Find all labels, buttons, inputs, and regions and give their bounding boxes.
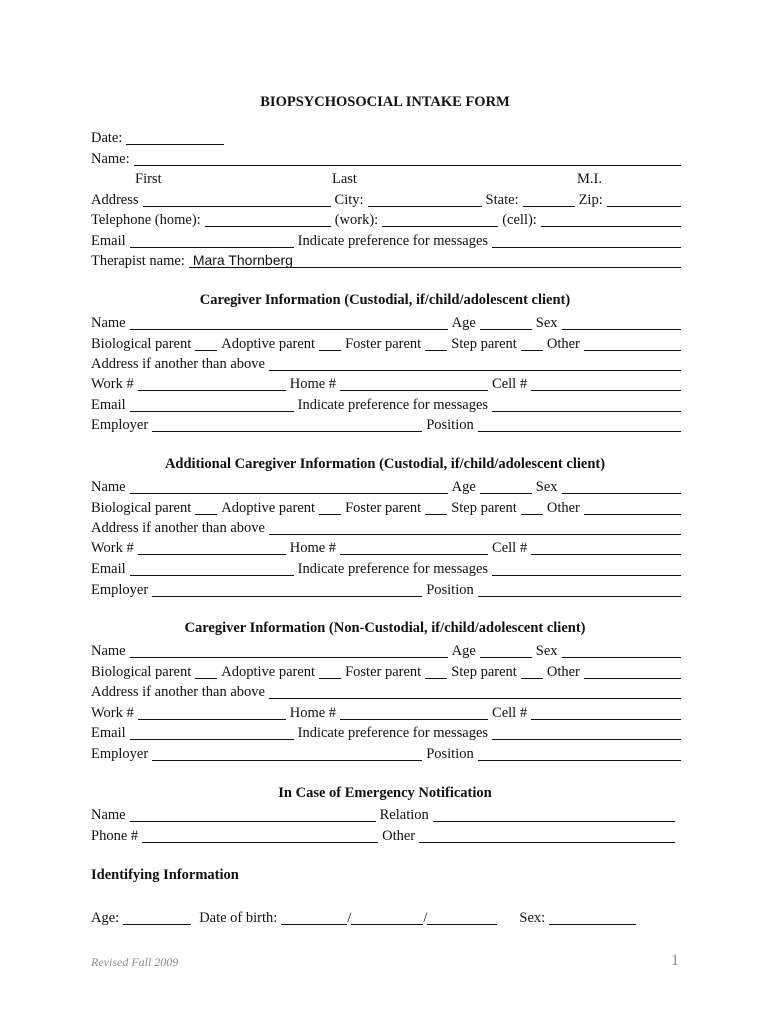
emergency-name-row [91, 804, 675, 824]
cg3-cell-field[interactable] [531, 704, 681, 720]
dob-separator-2: / [423, 910, 428, 926]
address-label: Address [91, 192, 139, 208]
emergency-title: In Case of Emergency Notification [278, 785, 492, 801]
emergency-phone-label: Phone # [91, 828, 139, 844]
pref-field[interactable] [492, 232, 681, 248]
cg3-adoptive-field[interactable] [319, 663, 341, 679]
cg3-work-label: Work # [91, 705, 134, 721]
name-field[interactable] [134, 150, 681, 166]
dob-day-field[interactable] [351, 909, 423, 925]
cg2-sex-label: Sex [535, 479, 558, 495]
cg2-foster-label: Foster parent [345, 500, 422, 516]
city-field[interactable] [368, 191, 482, 207]
cg1-relation-row [91, 333, 681, 353]
cg2-phone-row [91, 537, 681, 557]
tel-home-label: Telephone (home): [91, 212, 201, 228]
cg2-employer-row [91, 579, 681, 599]
sex-field[interactable] [549, 909, 636, 925]
cg3-position-field[interactable] [478, 745, 681, 761]
last-sublabel: Last [332, 171, 357, 187]
date-field[interactable] [126, 129, 224, 145]
emergency-phone-field[interactable] [142, 827, 378, 843]
cg2-address-label: Address if another than above [91, 520, 265, 536]
cg2-other-label: Other [546, 500, 580, 516]
cg1-step-field[interactable] [521, 335, 543, 351]
cg1-address-row [91, 353, 681, 373]
cg1-home-label: Home # [289, 376, 337, 392]
caregiver2-title: Additional Caregiver Information (Custodial, if/child/adolescent client) [164, 456, 606, 472]
cg2-relation-row [91, 497, 681, 517]
cg1-bio-field[interactable] [195, 335, 217, 351]
cg1-pref-label: Indicate preference for messages [297, 397, 489, 413]
therapist-row [91, 250, 681, 270]
pref-label: Indicate preference for messages [297, 233, 489, 249]
cg2-foster-field[interactable] [425, 499, 447, 515]
cg3-home-label: Home # [289, 705, 337, 721]
emergency-other-field[interactable] [419, 827, 675, 843]
name-label: Name: [91, 151, 130, 167]
cg2-other-field[interactable] [584, 499, 681, 515]
state-field[interactable] [523, 191, 575, 207]
cg3-step-field[interactable] [521, 663, 543, 679]
telephone-row [91, 209, 681, 229]
cg3-foster-field[interactable] [425, 663, 447, 679]
cg2-home-label: Home # [289, 540, 337, 556]
identifying-title: Identifying Information [91, 867, 239, 883]
cg3-email-field[interactable] [130, 724, 294, 740]
cg3-relation-row [91, 661, 681, 681]
cg1-phone-row [91, 373, 681, 393]
dob-separator-1: / [347, 910, 352, 926]
cg1-name-label: Name [91, 315, 126, 331]
tel-home-field[interactable] [205, 211, 331, 227]
cg3-pref-label: Indicate preference for messages [297, 725, 489, 741]
cg2-pref-field[interactable] [492, 560, 681, 576]
cg2-bio-label: Biological parent [91, 500, 192, 516]
form-title: BIOPSYCHOSOCIAL INTAKE FORM [260, 94, 510, 110]
caregiver1-title: Caregiver Information (Custodial, if/child/adolescent client) [199, 292, 571, 308]
sex-label: Sex: [519, 910, 546, 926]
state-label: State: [485, 192, 519, 208]
dob-label: Date of birth: [199, 910, 278, 926]
cg2-age-label: Age [451, 479, 476, 495]
cg1-email-row [91, 394, 681, 414]
emergency-name-label: Name [91, 807, 126, 823]
cg2-cell-label: Cell # [492, 540, 528, 556]
cg2-email-label: Email [91, 561, 126, 577]
cg1-other-field[interactable] [584, 335, 681, 351]
age-field[interactable] [123, 909, 191, 925]
cg2-name-field[interactable] [130, 478, 448, 494]
cg1-adoptive-field[interactable] [319, 335, 341, 351]
cg1-name-row [91, 312, 681, 332]
cg2-step-field[interactable] [521, 499, 543, 515]
cg2-pref-label: Indicate preference for messages [297, 561, 489, 577]
cg2-name-label: Name [91, 479, 126, 495]
cg3-cell-label: Cell # [492, 705, 528, 721]
emergency-other-label: Other [382, 828, 416, 844]
cg3-address-row [91, 681, 681, 701]
dob-year-field[interactable] [427, 909, 497, 925]
cg1-step-label: Step parent [451, 336, 517, 352]
cg2-address-row [91, 517, 681, 537]
cg1-home-field[interactable] [340, 375, 488, 391]
cg3-age-label: Age [451, 643, 476, 659]
address-row [91, 189, 681, 209]
cg1-position-label: Position [426, 417, 474, 433]
dob-month-field[interactable] [281, 909, 347, 925]
cg3-name-row [91, 640, 681, 660]
therapist-value: Mara Thornberg [192, 252, 293, 268]
cg2-cell-field[interactable] [531, 539, 681, 555]
cg2-bio-field[interactable] [195, 499, 217, 515]
cg1-email-label: Email [91, 397, 126, 413]
cg3-home-field[interactable] [340, 704, 488, 720]
cg1-name-field[interactable] [130, 314, 448, 330]
cg3-adoptive-label: Adoptive parent [221, 664, 316, 680]
cg2-employer-label: Employer [91, 582, 149, 598]
cg2-email-field[interactable] [130, 560, 294, 576]
cg1-foster-label: Foster parent [345, 336, 422, 352]
name-row [91, 148, 681, 168]
cg2-name-row [91, 476, 681, 496]
cg1-position-field[interactable] [478, 416, 681, 432]
cg1-cell-label: Cell # [492, 376, 528, 392]
cg3-position-label: Position [426, 746, 474, 762]
cg3-step-label: Step parent [451, 664, 517, 680]
cg3-bio-field[interactable] [195, 663, 217, 679]
identifying-row [91, 907, 636, 927]
cg3-foster-label: Foster parent [345, 664, 422, 680]
cg3-work-field[interactable] [138, 704, 286, 720]
email-row [91, 230, 681, 250]
cg1-foster-field[interactable] [425, 335, 447, 351]
cg3-other-field[interactable] [584, 663, 681, 679]
therapist-field[interactable] [189, 252, 681, 268]
emergency-phone-row [91, 825, 675, 845]
emergency-name-field[interactable] [130, 806, 376, 822]
cg3-email-label: Email [91, 725, 126, 741]
cg2-step-label: Step parent [451, 500, 517, 516]
cg1-employer-row [91, 414, 681, 434]
cg1-employer-label: Employer [91, 417, 149, 433]
cg2-position-field[interactable] [478, 581, 681, 597]
cg1-employer-field[interactable] [152, 416, 422, 432]
cg2-home-field[interactable] [340, 539, 488, 555]
cg3-sex-field[interactable] [562, 642, 681, 658]
age-label: Age: [91, 910, 120, 926]
date-row [91, 127, 681, 147]
address-field[interactable] [143, 191, 331, 207]
cg3-name-field[interactable] [130, 642, 448, 658]
cg2-position-label: Position [426, 582, 474, 598]
cg2-email-row [91, 558, 681, 578]
cg1-sex-field[interactable] [562, 314, 681, 330]
cg2-address-field[interactable] [269, 519, 681, 535]
cg3-other-label: Other [546, 664, 580, 680]
cg3-phone-row [91, 702, 681, 722]
cg2-work-field[interactable] [138, 539, 286, 555]
therapist-label: Therapist name: [91, 253, 185, 269]
tel-cell-field[interactable] [541, 211, 681, 227]
emergency-relation-label: Relation [379, 807, 429, 823]
cg1-age-label: Age [451, 315, 476, 331]
cg3-address-label: Address if another than above [91, 684, 265, 700]
cg2-age-field[interactable] [480, 478, 532, 494]
cg3-pref-field[interactable] [492, 724, 681, 740]
cg2-adoptive-label: Adoptive parent [221, 500, 316, 516]
zip-label: Zip: [578, 192, 603, 208]
cg1-work-field[interactable] [138, 375, 286, 391]
mi-sublabel: M.I. [577, 171, 602, 187]
zip-field[interactable] [607, 191, 681, 207]
cg2-adoptive-field[interactable] [319, 499, 341, 515]
cg1-bio-label: Biological parent [91, 336, 192, 352]
cg3-employer-row [91, 743, 681, 763]
tel-cell-label: (cell): [502, 212, 537, 228]
first-sublabel: First [135, 171, 162, 187]
date-label: Date: [91, 130, 123, 146]
cg1-age-field[interactable] [480, 314, 532, 330]
cg3-employer-field[interactable] [152, 745, 422, 761]
cg1-adoptive-label: Adoptive parent [221, 336, 316, 352]
cg1-pref-field[interactable] [492, 396, 681, 412]
cg2-sex-field[interactable] [562, 478, 681, 494]
caregiver3-title: Caregiver Information (Non-Custodial, if/child/adolescent client) [184, 620, 586, 636]
cg3-email-row [91, 722, 681, 742]
page-number: 1 [671, 952, 679, 969]
cg3-bio-label: Biological parent [91, 664, 192, 680]
cg2-employer-field[interactable] [152, 581, 422, 597]
email-field[interactable] [130, 232, 294, 248]
cg3-name-label: Name [91, 643, 126, 659]
cg3-address-field[interactable] [269, 683, 681, 699]
emergency-relation-field[interactable] [433, 806, 675, 822]
cg2-work-label: Work # [91, 540, 134, 556]
cg3-sex-label: Sex [535, 643, 558, 659]
cg1-cell-field[interactable] [531, 375, 681, 391]
cg3-age-field[interactable] [480, 642, 532, 658]
cg3-employer-label: Employer [91, 746, 149, 762]
tel-work-label: (work): [334, 212, 379, 228]
city-label: City: [334, 192, 364, 208]
cg1-address-label: Address if another than above [91, 356, 265, 372]
cg1-other-label: Other [546, 336, 580, 352]
tel-work-field[interactable] [382, 211, 498, 227]
revised-note: Revised Fall 2009 [91, 955, 179, 969]
cg1-address-field[interactable] [269, 355, 681, 371]
cg1-email-field[interactable] [130, 396, 294, 412]
cg1-sex-label: Sex [535, 315, 558, 331]
cg1-work-label: Work # [91, 376, 134, 392]
email-label: Email [91, 233, 126, 249]
